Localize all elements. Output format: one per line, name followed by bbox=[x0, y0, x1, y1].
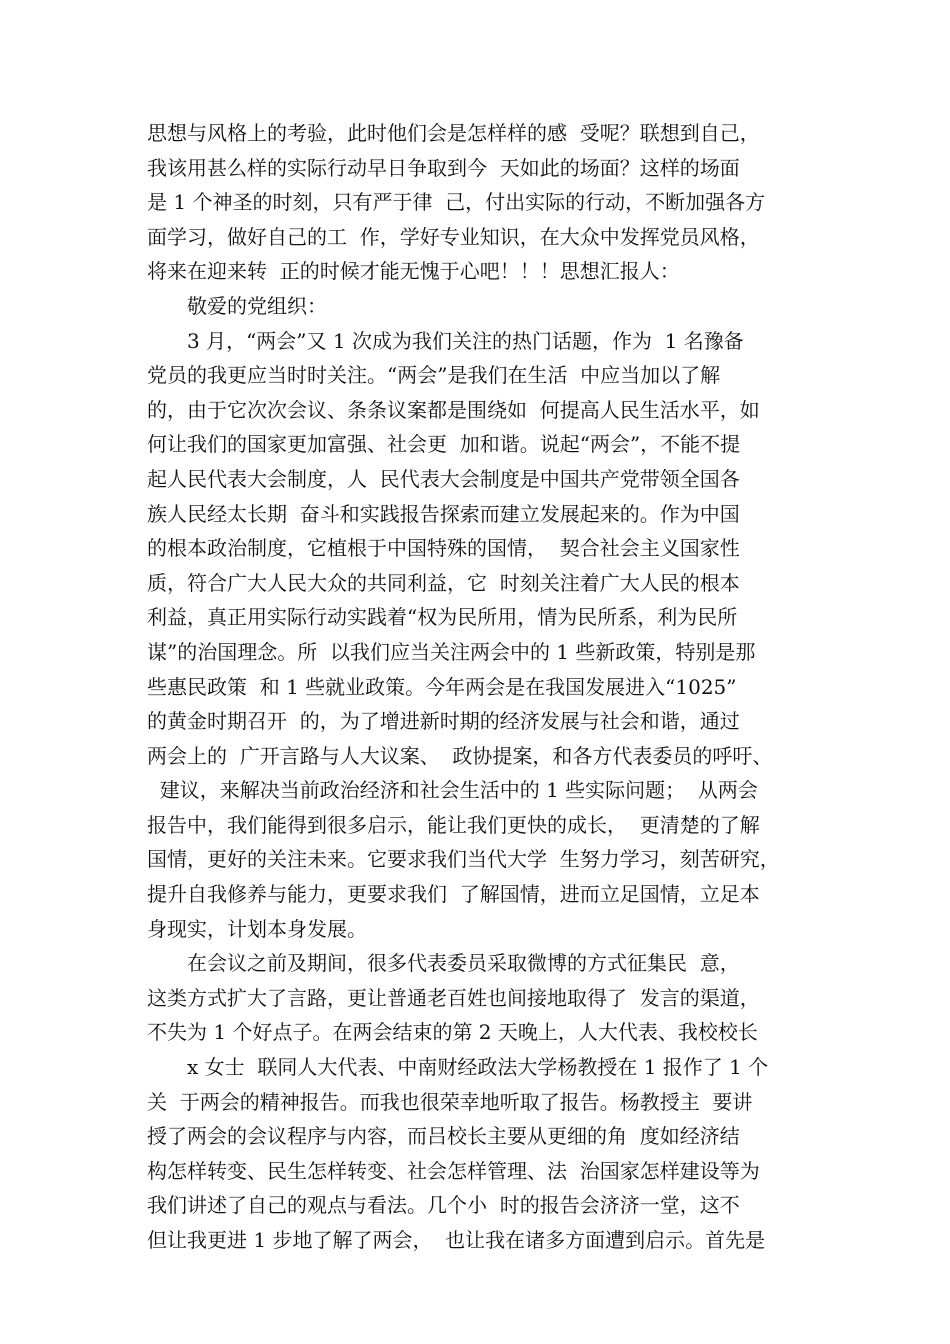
text-line: 起人民代表大会制度，人 民代表大会制度是中国共产党带领全国各 bbox=[147, 466, 740, 491]
text-line: 提升自我修养与能力，更要求我们 了解国情，进而立足国情，立足本 bbox=[147, 882, 760, 907]
text-line: 族人民经太长期 奋斗和实践报告探索而建立发展起来的。作为中国 bbox=[147, 501, 740, 526]
paragraph-first-line: 在会议之前及期间，很多代表委员采取微博的方式征集民 意， bbox=[187, 951, 740, 976]
text-line: 报告中，我们能得到很多启示，能让我们更快的成长， 更清楚的了解 bbox=[147, 812, 760, 837]
text-line: 的根本政治制度，它植根于中国特殊的国情， 契合社会主义国家性 bbox=[147, 536, 740, 561]
text-line: 党员的我更应当时时关注。“两会”是我们在生活 中应当加以了解 bbox=[147, 363, 721, 388]
text-line: 何让我们的国家更加富强、社会更 加和谐。说起“两会”，不能不提 bbox=[147, 432, 741, 457]
text-line: 的，由于它次次会议、条条议案都是围绕如 何提高人民生活水平，如 bbox=[147, 397, 760, 422]
text-line: 关 于两会的精神报告。而我也很荣幸地听取了报告。杨教授主 要讲 bbox=[147, 1089, 753, 1114]
text-line: 利益，真正用实际行动实践着“权为民所用，情为民所系，利为民所 bbox=[147, 605, 738, 630]
text-line: 我们讲述了自己的观点与看法。几个小 时的报告会济济一堂，这不 bbox=[147, 1193, 740, 1218]
text-line: 国情，更好的关注未来。它要求我们当代大学 生努力学习，刻苦研究， bbox=[147, 847, 780, 872]
text-line: 但让我更进 1 步地了解了两会， 也让我在诸多方面遭到启示。首先是 bbox=[147, 1228, 766, 1252]
text-line: 的黄金时期召开 的，为了增进新时期的经济发展与社会和谐，通过 bbox=[147, 709, 740, 734]
document-body bbox=[147, 116, 807, 1258]
salutation-line: 敬爱的党组织： bbox=[187, 293, 327, 318]
text-line: 身现实，计划本身发展。 bbox=[147, 916, 367, 941]
text-line: 些惠民政策 和 1 些就业政策。今年两会是在我国发展进入“1025” bbox=[147, 674, 737, 699]
text-line: 质，符合广大人民大众的共同利益，它 时刻关注着广大人民的根本 bbox=[147, 570, 740, 595]
text-line: 不失为 1 个好点子。在两会结束的第 2 天晚上，人大代表、我校校长 bbox=[147, 1020, 758, 1045]
text-line: 面学习，做好自己的工 作，学好专业知识，在大众中发挥党员风格， bbox=[147, 224, 760, 249]
text-line: 谋”的治国理念。所 以我们应当关注两会中的 1 些新政策，特别是那 bbox=[147, 639, 756, 664]
text-line: 将来在迎来转 正的时候才能无愧于心吧！！！思想汇报人： bbox=[147, 259, 680, 284]
text-line: 建议，来解决当前政治经济和社会生活中的 1 些实际问题； 从两会 bbox=[147, 778, 758, 803]
text-line: 构怎样转变、民生怎样转变、社会怎样管理、法 治国家怎样建设等为 bbox=[147, 1158, 760, 1183]
text-line: 授了两会的会议程序与内容，而吕校长主要从更细的角 度如经济结 bbox=[147, 1124, 740, 1149]
text-line: 思想与风格上的考验，此时他们会是怎样样的感 受呢？联想到自己， bbox=[147, 121, 760, 145]
text-line: 这类方式扩大了言路，更让普通老百姓也间接地取得了 发言的渠道， bbox=[147, 985, 760, 1010]
text-line: 我该用甚么样的实际行动早日争取到今 天如此的场面？这样的场面 bbox=[147, 155, 740, 180]
text-line: x 女士 联同人大代表、中南财经政法大学杨教授在 1 报作了 1 个 bbox=[187, 1055, 769, 1080]
paragraph-first-line: 3 月，“两会”又 1 次成为我们关注的热门话题，作为 1 名豫备 bbox=[187, 328, 744, 353]
text-line: 两会上的 广开言路与人大议案、 政协提案，和各方代表委员的呼吁、 bbox=[147, 743, 773, 768]
text-line: 是 1 个神圣的时刻，只有严于律 己，付出实际的行动，不断加强各方 bbox=[147, 190, 766, 215]
